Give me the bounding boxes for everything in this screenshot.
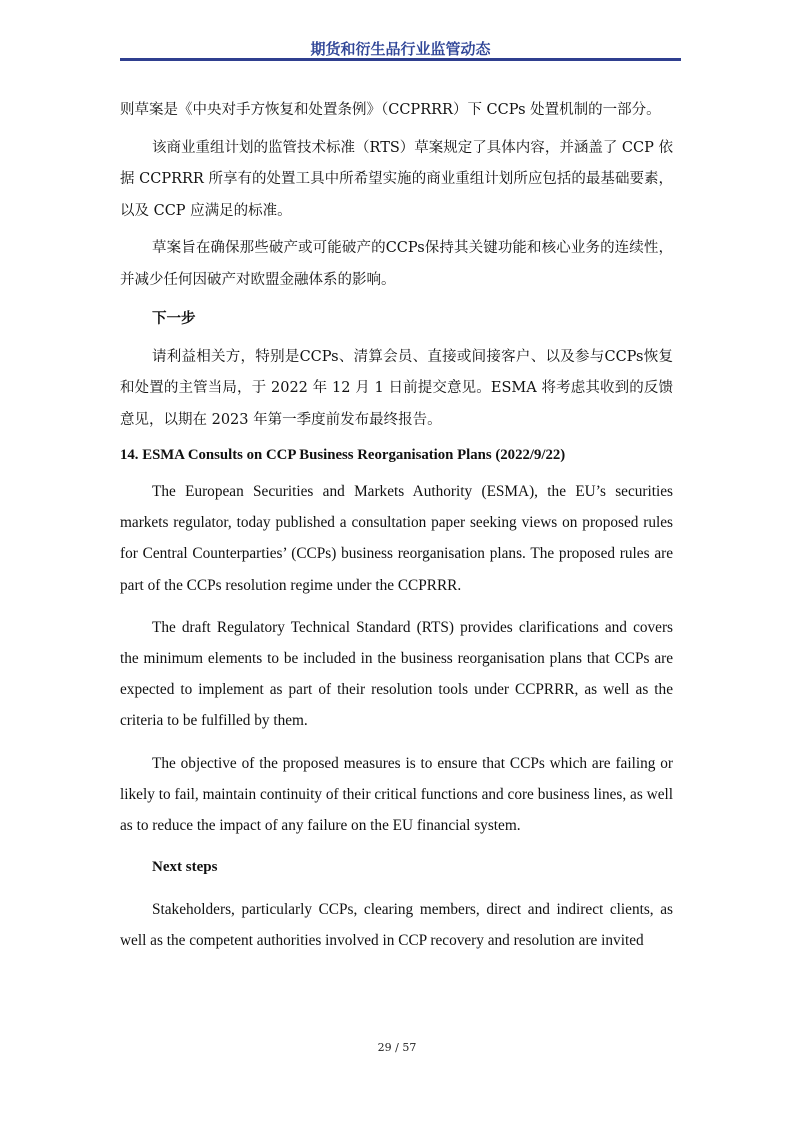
en-paragraph-next-steps: Stakeholders, particularly CCPs, clearing members, direct and indirect clients, as well as the competent authorities involved in CCP recovery and resolution are invited [120,901,673,950]
cn-paragraph-continuation: 则草案是《中央对手方恢复和处置条例》（CCPRRR）下 CCPs 处置机制的一部分。 [120,102,661,118]
page-number: 29 / 57 [377,1041,417,1054]
en-section-title: 14. ESMA Consults on CCP Business Reorganisation Plans (2022/9/22) [120,447,566,463]
en-paragraph-intro: The European Securities and Markets Authority (ESMA), the EU’s securities markets regulator, today published a consultation paper seeking views on proposed rules for Central Counterparties’ (CCPs) business reorganisation plans. The proposed rules are part of the CCPs resolution regime under the CCPRRR. [120,483,673,594]
page-content [120,95,673,968]
cn-heading-next-steps: 下一步 [152,311,196,327]
header-rule [120,58,681,61]
en-paragraph-rts: The draft Regulatory Technical Standard (RTS) provides clarifications and covers the minimum elements to be included in the business reorganisation plans that CCPs are expected to implement as part of their resolution tools under CCPRRR, as well as the criteria to be fulfilled by them. [120,618,673,730]
document-header-title: 期货和衍生品行业监管动态 [310,40,491,58]
en-heading-next-steps: Next steps [152,859,218,876]
cn-paragraph-rts: 该商业重组计划的监管技术标准（RTS）草案规定了具体内容，并涵盖了 CCP 依据 CCPRRR 所享有的处置工具中所希望实施的商业重组计划所应包括的最基础要素，以及 CCP 应满足的标准。 [120,139,673,219]
cn-paragraph-next-steps: 请利益相关方，特别是CCPs、清算会员、直接或间接客户、以及参与CCPs恢复和处置的主管当局，于 2022 年 12 月 1 日前提交意见。ESMA 将考虑其收到的反馈意见，以期在 2023 年第一季度前发布最终报告。 [120,348,673,428]
en-paragraph-objective: The objective of the proposed measures is to ensure that CCPs which are failing or likely to fail, maintain continuity of their critical functions and core business lines, as well as to reduce the impact of any failure on the EU financial system. [120,754,673,835]
cn-paragraph-objective: 草案旨在确保那些破产或可能破产的CCPs保持其关键功能和核心业务的连续性，并减少任何因破产对欧盟金融体系的影响。 [120,240,673,288]
